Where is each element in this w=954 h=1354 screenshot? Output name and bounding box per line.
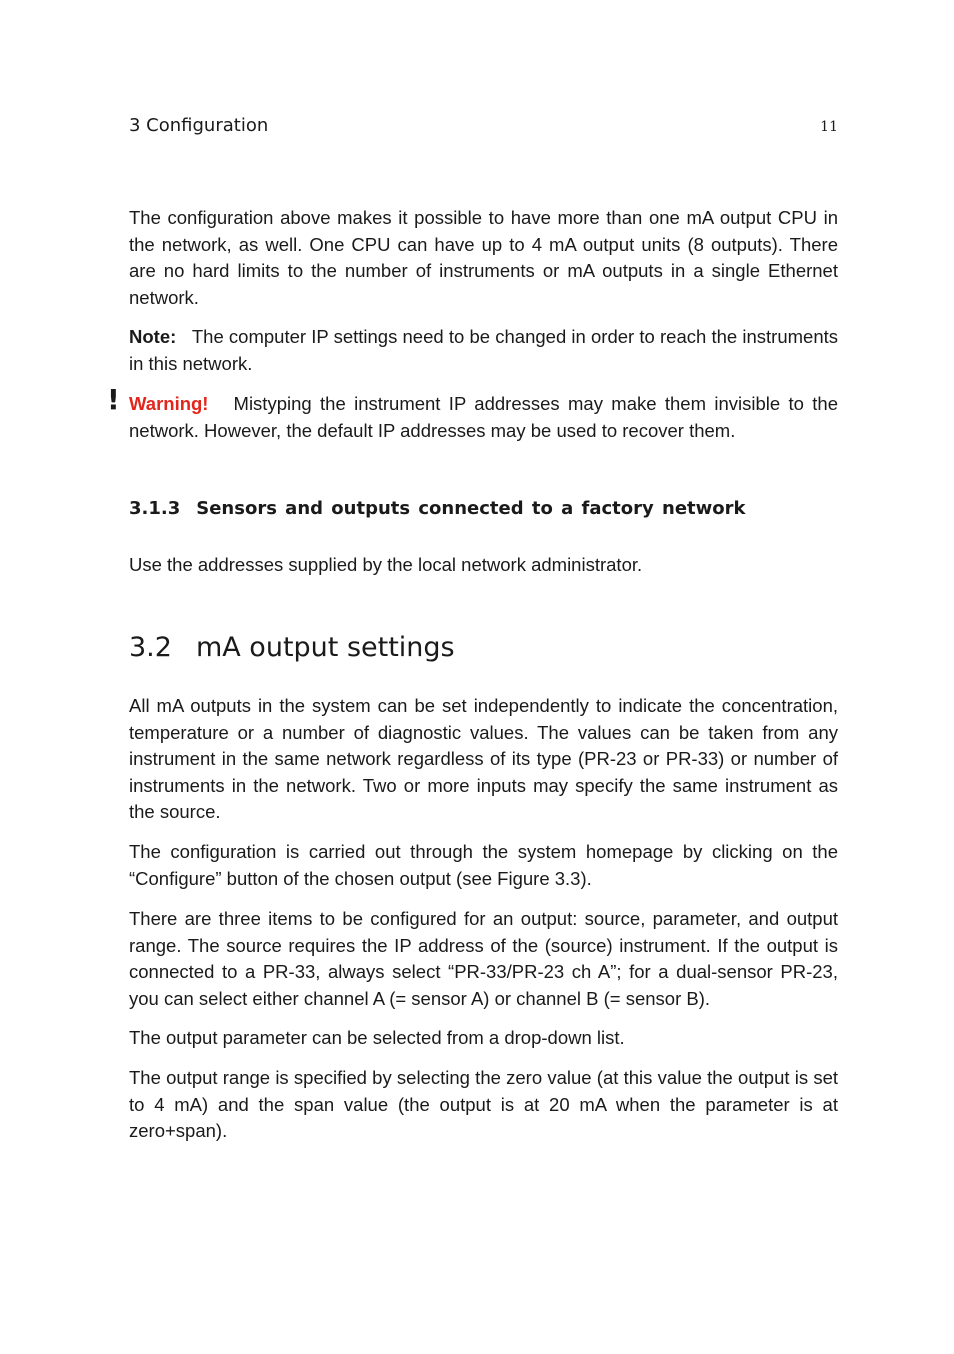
warning-block (129, 391, 838, 444)
paragraph-text: There are three items to be configured for an output: source, parameter, and output range. The source requires the IP address of the (source) instrument. If the output is connected to a PR-33, always select “PR-33/PR-23 ch A”; for a dual-sensor PR-23, you can select either channel A (= sensor A) or channel B (= sensor B). (129, 908, 838, 1009)
subsection-title: Sensors and outputs connected to a factory network (196, 498, 746, 519)
paragraph-text: The configuration is carried out through the system homepage by clicking on the “Configure” button of the chosen output (see Figure 3.3). (129, 841, 838, 889)
paragraph-text: The configuration above makes it possible to have more than one mA output CPU in the network, as well. One CPU can have up to 4 mA output units (8 outputs). There are no hard limits to the number of instruments or mA outputs in a single Ethernet network. (129, 207, 838, 308)
section-title: mA output settings (195, 632, 455, 663)
note-text: The computer IP settings need to be changed in order to reach the instruments in this network. (129, 326, 838, 374)
paragraph-network-config (129, 205, 838, 311)
subsection-heading (129, 498, 745, 519)
page-number: 11 (820, 119, 838, 135)
chapter-title: 3 Configuration (129, 115, 269, 136)
section-heading (129, 632, 455, 663)
paragraph-items (129, 906, 838, 1012)
section-number: 3.2 (129, 632, 172, 663)
paragraph-ma-outputs (129, 693, 838, 826)
paragraph-text: The output range is specified by selecting the zero value (at this value the output is set to 4 mA) and the span value (the output is at 20 mA when the parameter is at zero+span). (129, 1067, 838, 1141)
subsection-number: 3.1.3 (129, 498, 181, 519)
note-label: Note: (129, 326, 177, 347)
paragraph-text: The output parameter can be selected from a drop-down list. (129, 1027, 625, 1048)
running-header (129, 115, 838, 139)
warning-exclamation-icon: ! (107, 383, 120, 416)
warning-text: Mistyping the instrument IP addresses may make them invisible to the network. However, the default IP addresses may be used to recover them. (129, 393, 839, 441)
paragraph-text: All mA outputs in the system can be set independently to indicate the concentration, temperature or a number of diagnostic values. The values can be taken from any instrument in the same network regardless of its type (PR-23 or PR-33) or number of instruments in the network. Two or more inputs may specify the same instrument as the source. (129, 695, 838, 822)
paragraph-configure (129, 839, 838, 892)
paragraph-factory-network (129, 552, 838, 579)
paragraph-range (129, 1065, 838, 1145)
warning-label: Warning! (129, 393, 209, 414)
paragraph-parameter (129, 1025, 838, 1052)
paragraph-text: Use the addresses supplied by the local network administrator. (129, 554, 643, 575)
note-block (129, 324, 838, 377)
